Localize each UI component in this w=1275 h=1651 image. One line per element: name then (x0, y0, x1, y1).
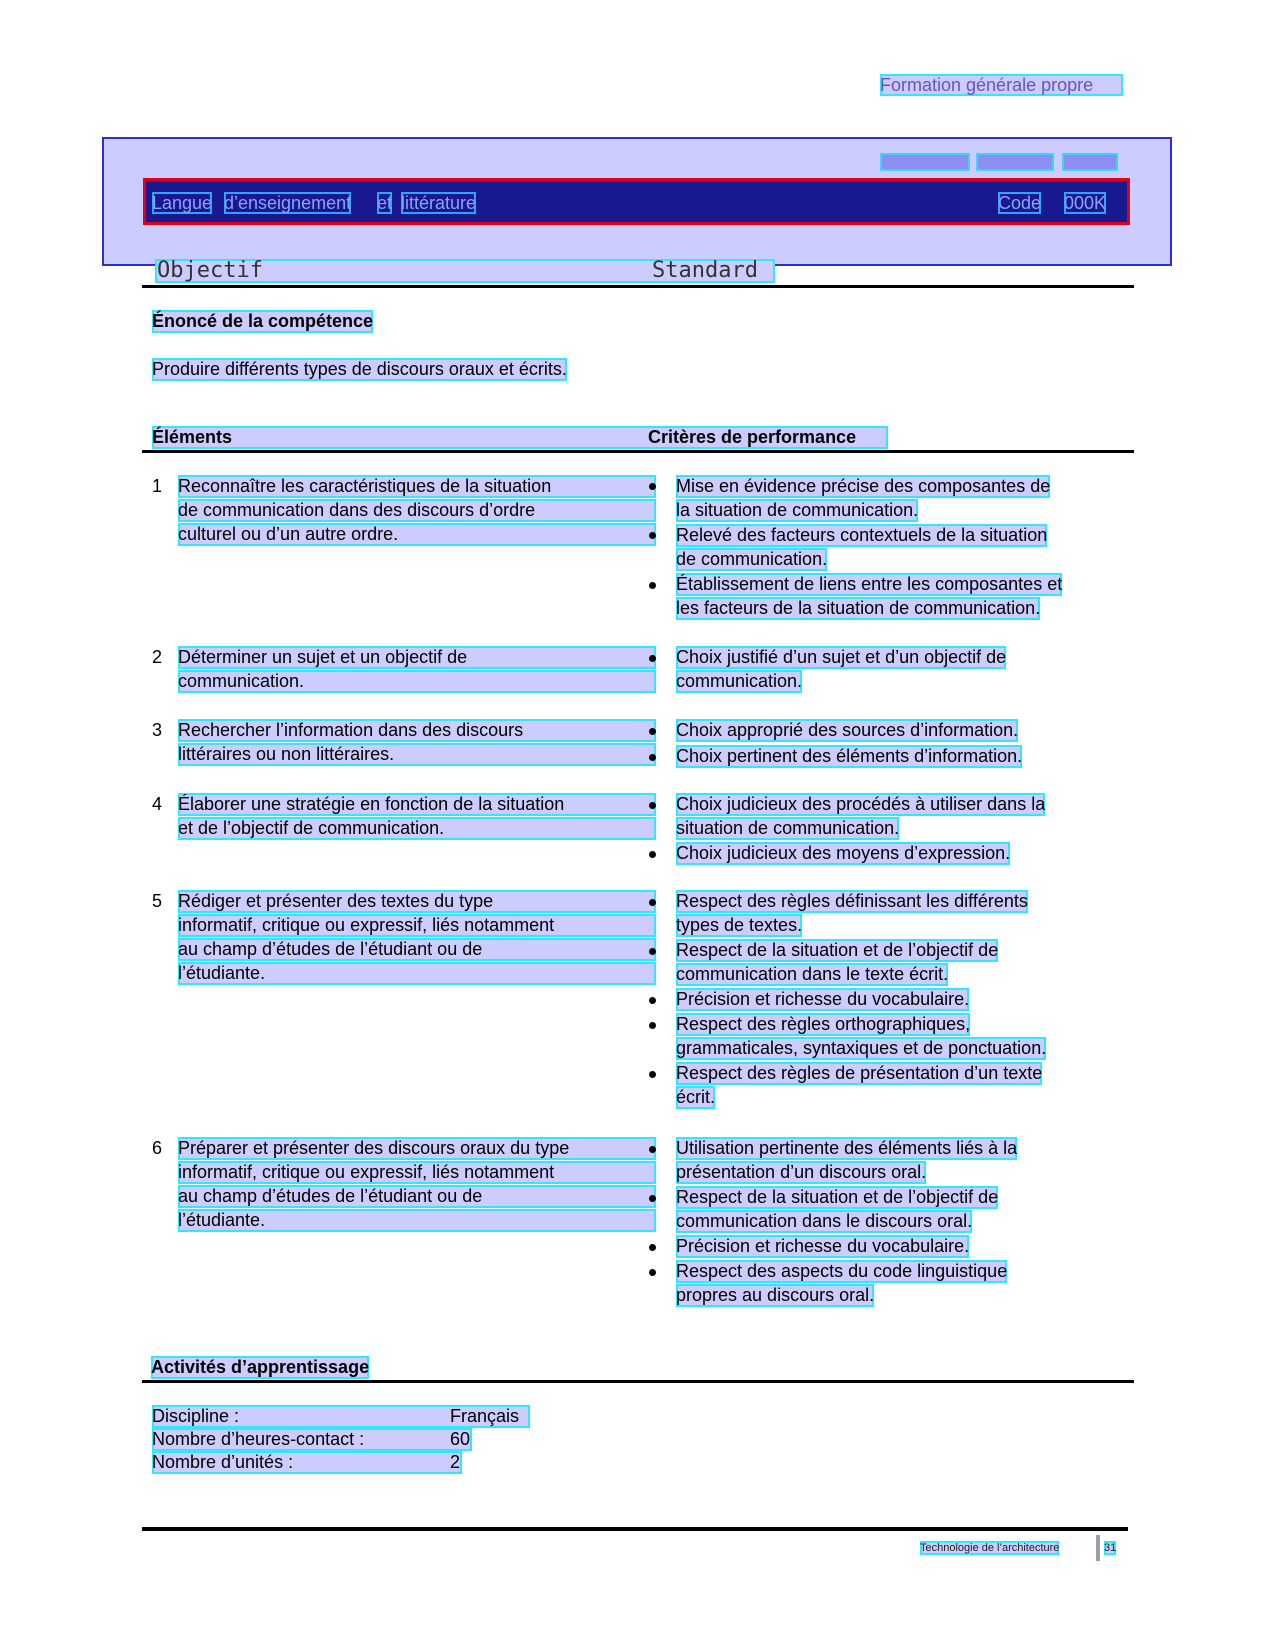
element-line: communication. (178, 670, 656, 693)
activity-label: Discipline : (152, 1406, 240, 1426)
bullet-icon (649, 802, 656, 809)
bullet-icon (649, 997, 656, 1004)
code-value: 000K (1064, 193, 1107, 213)
criterion-line: présentation d’un discours oral. (676, 1162, 927, 1182)
bullet-icon (649, 1022, 656, 1029)
tab-placeholder-1 (880, 153, 970, 171)
code-label: Code (998, 193, 1042, 213)
bullet-icon (649, 754, 656, 761)
criterion-line: la situation de communication. (676, 500, 919, 520)
activity-label: Nombre d’heures-contact : (152, 1429, 365, 1449)
criterion-line: Choix pertinent des éléments d’information. (676, 746, 1023, 766)
element-number: 2 (152, 647, 163, 667)
criterion-line: Précision et richesse du vocabulaire. (676, 1236, 970, 1256)
bullet-icon (649, 728, 656, 735)
bullet-icon (649, 899, 656, 906)
element-line: l’étudiante. (178, 1209, 656, 1232)
element-number: 4 (152, 794, 163, 814)
bullet-icon (649, 1071, 656, 1078)
element-line: Élaborer une stratégie en fonction de la situation (178, 793, 656, 816)
bullet-icon (649, 1146, 656, 1153)
criterion-line: Mise en évidence précise des composantes de (676, 476, 1051, 496)
element-line: littéraires ou non littéraires. (178, 743, 656, 766)
bullet-icon (649, 582, 656, 589)
element-line: Déterminer un sujet et un objectif de (178, 646, 656, 669)
element-number: 6 (152, 1138, 163, 1158)
bullet-icon (649, 1269, 656, 1276)
criterion-line: Choix approprié des sources d’information. (676, 720, 1019, 740)
criterion-line: Utilisation pertinente des éléments liés à la (676, 1138, 1018, 1158)
criterion-line: Respect des aspects du code linguistique (676, 1261, 1008, 1281)
criterion-line: Relevé des facteurs contextuels de la situation (676, 525, 1048, 545)
element-line: culturel ou d’un autre ordre. (178, 523, 656, 546)
criterion-line: communication. (676, 671, 803, 691)
criterion-line: Précision et richesse du vocabulaire. (676, 989, 970, 1009)
objective-column-label: Objectif (157, 258, 263, 283)
element-line: de communication dans des discours d’ordre (178, 499, 656, 522)
course-title-word: d’enseignement (224, 193, 352, 213)
criterion-line: Respect des règles de présentation d’un texte (676, 1063, 1043, 1083)
criterion-line: communication dans le texte écrit. (676, 964, 949, 984)
criterion-line: Choix justifié d’un sujet et d’un objectif de (676, 647, 1007, 667)
element-line: Rechercher l’information dans des discours (178, 719, 656, 742)
element-line: et de l’objectif de communication. (178, 817, 656, 840)
competence-heading: Énoncé de la compétence (152, 311, 374, 331)
footer-separator (1096, 1535, 1100, 1561)
bullet-icon (649, 948, 656, 955)
element-line: au champ d’études de l’étudiant ou de (178, 938, 656, 961)
header-program-label: Formation générale propre (880, 74, 1123, 96)
bullet-icon (649, 851, 656, 858)
criteria-heading: Critères de performance (648, 427, 857, 447)
element-line: Rédiger et présenter des textes du type (178, 890, 656, 913)
element-line: informatif, critique ou expressif, liés notamment (178, 914, 656, 937)
bullet-icon (649, 1195, 656, 1202)
bullet-icon (649, 483, 656, 490)
element-line: au champ d’études de l’étudiant ou de (178, 1185, 656, 1208)
bullet-icon (649, 532, 656, 539)
elements-heading: Éléments (152, 427, 233, 447)
element-number: 3 (152, 720, 163, 740)
criterion-line: Respect des règles orthographiques, (676, 1014, 971, 1034)
element-line: Préparer et présenter des discours oraux du type (178, 1137, 656, 1160)
table-header-divider (142, 450, 1134, 453)
criterion-line: Respect de la situation et de l’objectif de (676, 1187, 999, 1207)
course-title-word: et (377, 193, 393, 213)
element-number: 1 (152, 476, 163, 496)
activity-value: 2 (450, 1452, 461, 1472)
bullet-icon (649, 1244, 656, 1251)
footer-program: Technologie de l’architecture (920, 1542, 1060, 1554)
activities-divider (142, 1380, 1134, 1383)
activity-label: Nombre d’unités : (152, 1452, 294, 1472)
tab-placeholder-3 (1062, 153, 1118, 171)
page-number: 31 (1104, 1542, 1117, 1554)
element-line: Reconnaître les caractéristiques de la situation (178, 475, 656, 498)
tab-placeholder-2 (976, 153, 1054, 171)
criterion-line: écrit. (676, 1087, 716, 1107)
criterion-line: de communication. (676, 549, 828, 569)
competence-statement: Produire différents types de discours oraux et écrits. (152, 359, 567, 379)
criterion-line: les facteurs de la situation de communication. (676, 598, 1041, 618)
course-title-word: Langue (152, 193, 213, 213)
element-number: 5 (152, 891, 163, 911)
criterion-line: situation de communication. (676, 818, 900, 838)
standard-column-label: Standard (652, 258, 758, 283)
criterion-line: grammaticales, syntaxiques et de ponctuation. (676, 1038, 1047, 1058)
activity-value: Français (450, 1406, 520, 1426)
element-line: informatif, critique ou expressif, liés notamment (178, 1161, 656, 1184)
course-title-word: littérature (401, 193, 477, 213)
criterion-line: Établissement de liens entre les composantes et (676, 574, 1063, 594)
criterion-line: Respect de la situation et de l’objectif de (676, 940, 999, 960)
activities-heading: Activités d’apprentissage (151, 1357, 370, 1377)
criterion-line: communication dans le discours oral. (676, 1211, 973, 1231)
element-line: l’étudiante. (178, 962, 656, 985)
section-divider (142, 285, 1134, 288)
criterion-line: types de textes. (676, 915, 803, 935)
criterion-line: Choix judicieux des moyens d’expression. (676, 843, 1011, 863)
bullet-icon (649, 655, 656, 662)
criterion-line: Choix judicieux des procédés à utiliser dans la (676, 794, 1046, 814)
footer-rule (142, 1527, 1128, 1531)
criterion-line: Respect des règles définissant les différents (676, 891, 1028, 911)
criterion-line: propres au discours oral. (676, 1285, 875, 1305)
activity-value: 60 (450, 1429, 471, 1449)
